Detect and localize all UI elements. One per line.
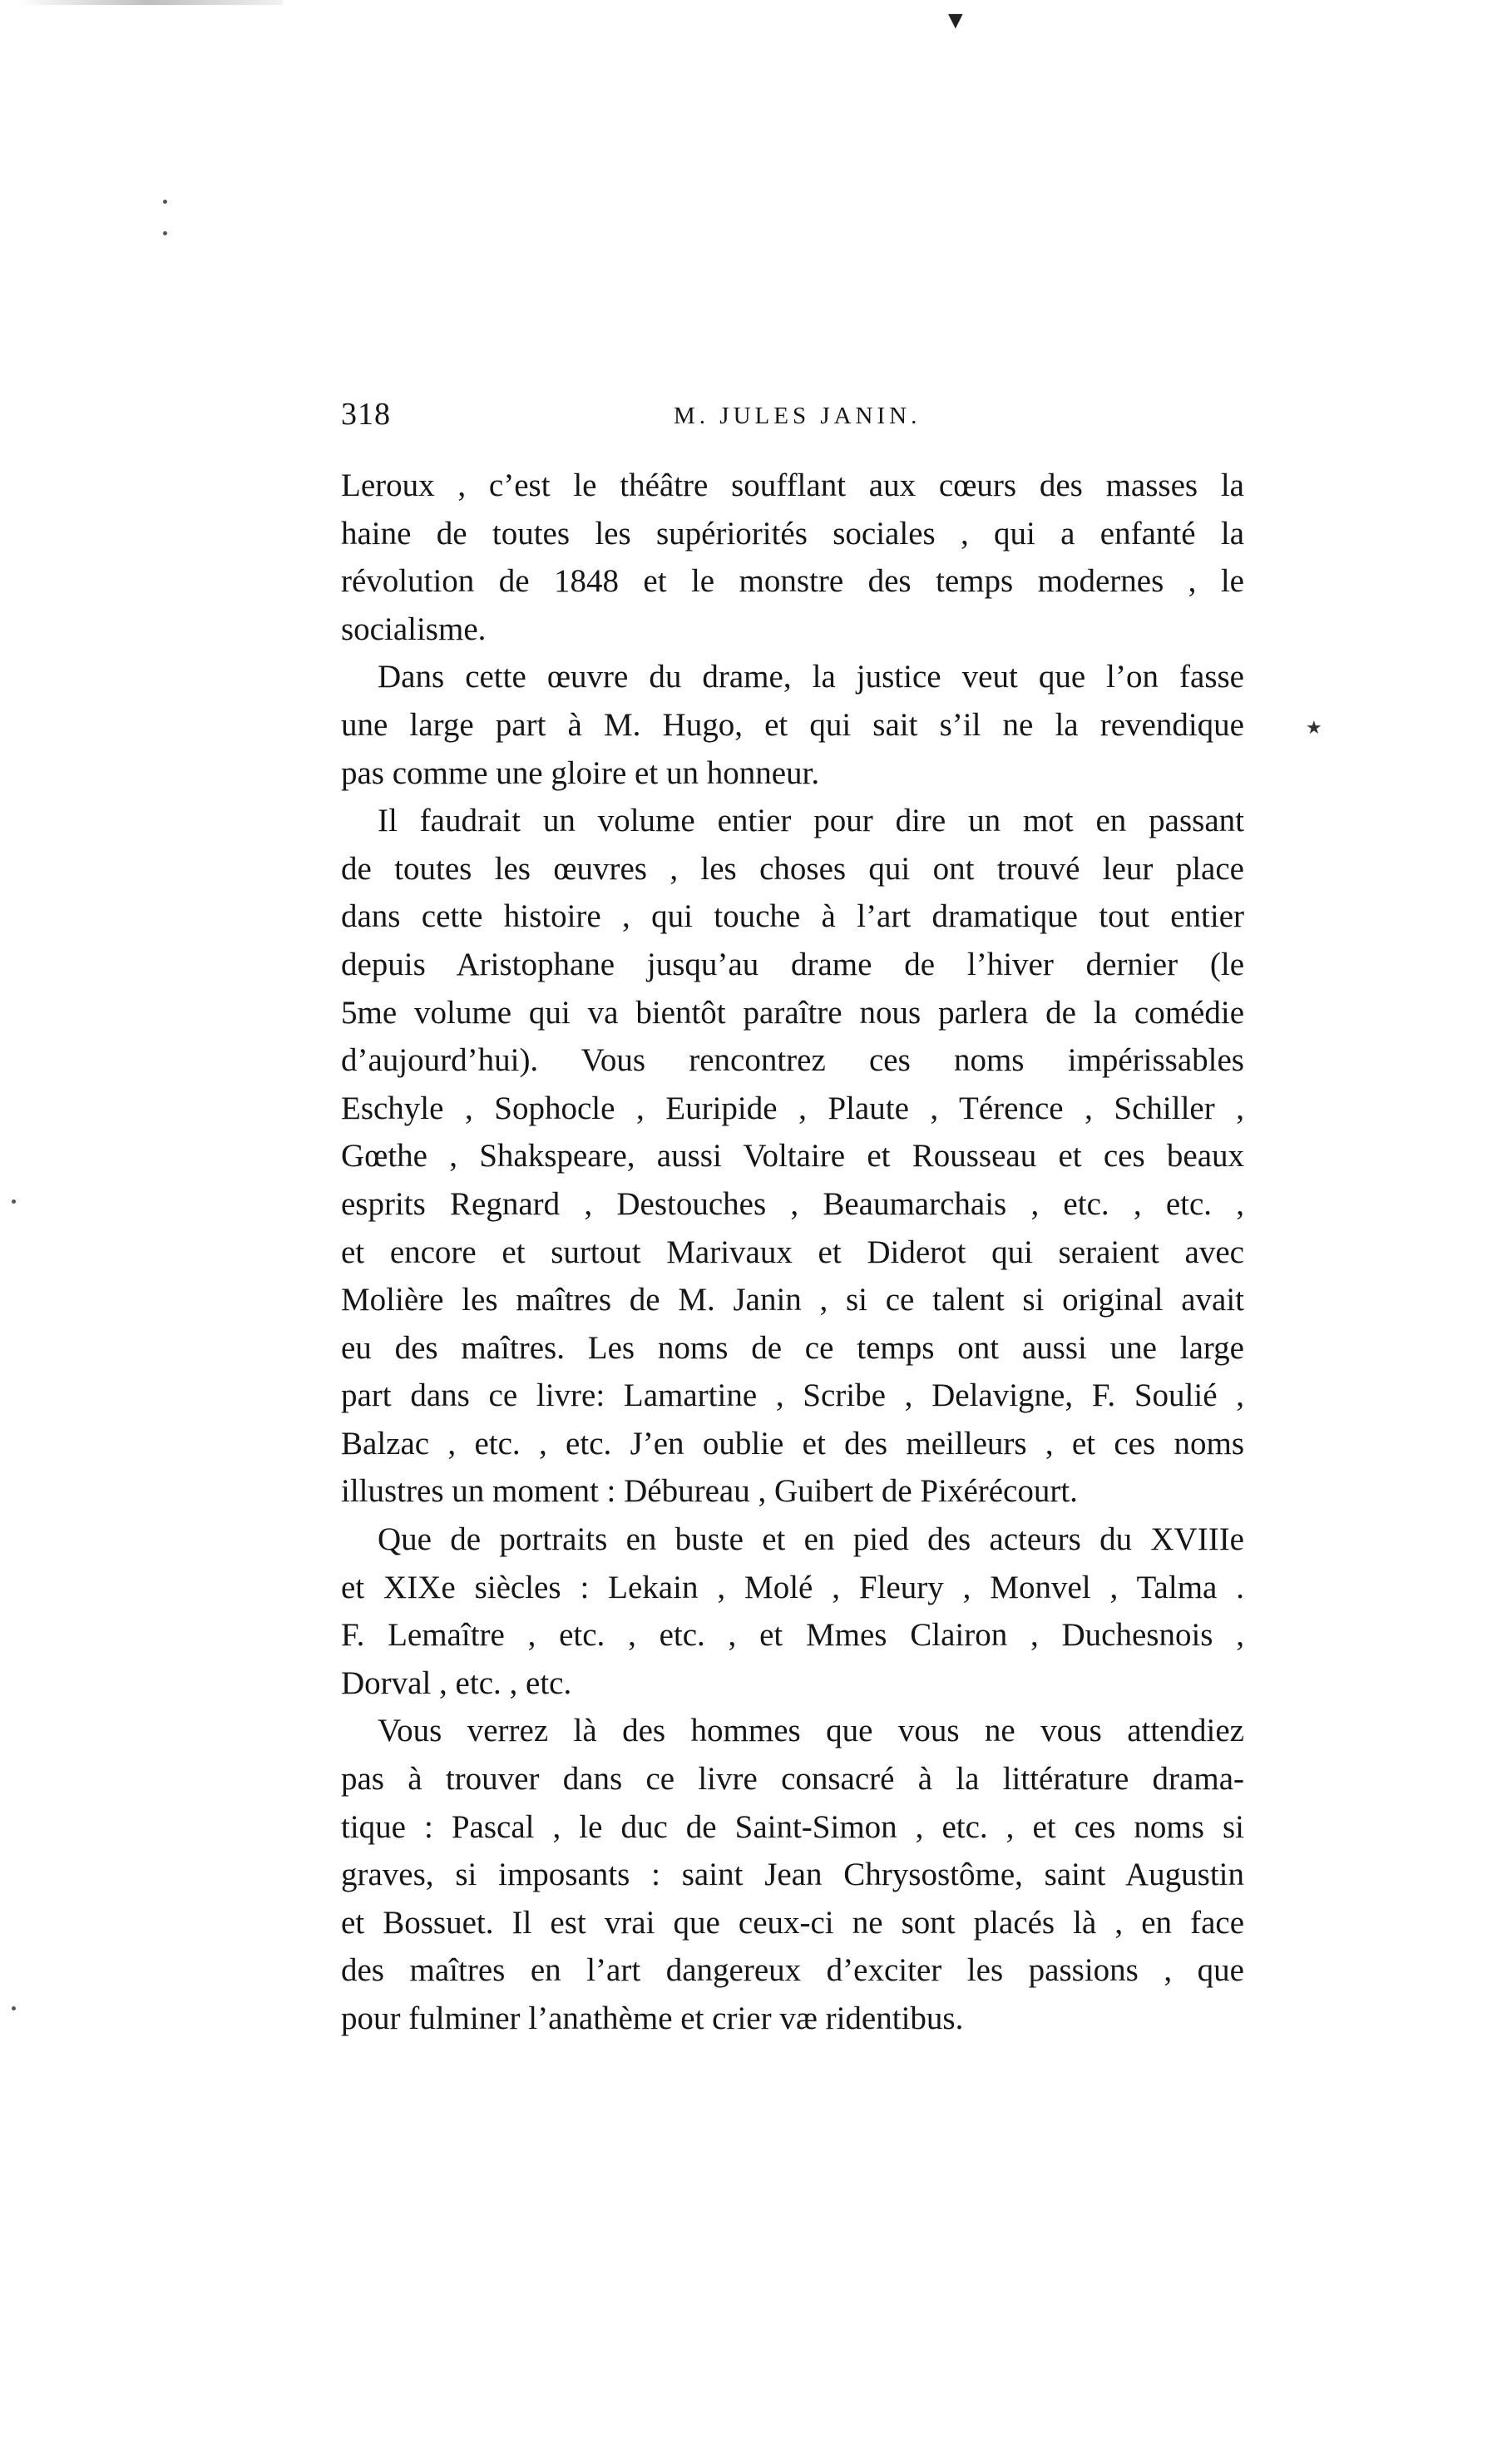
text-line: d’aujourd’hui). Vous rencontrez ces noms impérissables — [341, 1042, 1244, 1079]
text-line: des maîtres en l’art dangereux d’exciter les passions , que — [341, 1952, 1244, 1989]
text-line: Gœthe , Shakspeare, aussi Voltaire et Rousseau et ces beaux — [341, 1138, 1244, 1175]
text-line: eu des maîtres. Les noms de ce temps ont aussi une large — [341, 1329, 1244, 1366]
text-line: et Bossuet. Il est vrai que ceux-ci ne sont placés là , en face — [341, 1904, 1244, 1941]
text-line: esprits Regnard , Destouches , Beaumarchais , etc. , etc. , — [341, 1185, 1244, 1222]
text-line: Dans cette œuvre du drame, la justice veut que l’on fasse — [378, 659, 1244, 695]
text-line: illustres un moment : Débureau , Guibert de Pixérécourt. — [341, 1473, 1078, 1510]
text-line: pas comme une gloire et un honneur. — [341, 754, 820, 791]
text-line: socialisme. — [341, 611, 487, 647]
text-line: dans cette histoire , qui touche à l’art dramatique tout entier — [341, 898, 1244, 935]
scan-speck — [12, 2006, 16, 2010]
text-line: Dorval , etc. , etc. — [341, 1664, 572, 1701]
text-line: une large part à M. Hugo, et qui sait s’il ne la revendique — [341, 706, 1244, 743]
body-text — [341, 462, 1244, 2043]
text-line: pour fulminer l’anathème et crier væ ridentibus. — [341, 2000, 964, 2036]
text-line: graves, si imposants : saint Jean Chrysostôme, saint Augustin — [341, 1857, 1244, 1893]
text-line: haine de toutes les supériorités sociales , qui a enfanté la — [341, 515, 1244, 551]
text-line: depuis Aristophane jusqu’au drame de l’hiver dernier (le — [341, 946, 1244, 982]
margin-mark-icon: ★ — [1306, 717, 1322, 738]
text-line: et XIXe siècles : Lekain , Molé , Fleury , Monvel , Talma . — [341, 1569, 1244, 1605]
text-line: de toutes les œuvres , les choses qui ont trouvé leur place — [341, 850, 1244, 887]
printer-mark-icon: ▼ — [943, 7, 968, 34]
text-line: Vous verrez là des hommes que vous ne vous attendiez — [378, 1713, 1244, 1749]
text-line: Que de portraits en buste et en pied des acteurs du XVIIIe — [378, 1521, 1244, 1558]
text-line: Il faudrait un volume entier pour dire un mot en passant — [378, 803, 1244, 839]
text-line: Balzac , etc. , etc. J’en oublie et des meilleurs , et ces noms — [341, 1425, 1244, 1461]
text-line: Leroux , c’est le théâtre soufflant aux cœurs des masses la — [341, 467, 1244, 503]
scan-edge-shadow — [17, 0, 283, 5]
text-line: pas à trouver dans ce livre consacré à la littérature drama- — [341, 1761, 1244, 1798]
text-line: révolution de 1848 et le monstre des temps modernes , le — [341, 563, 1244, 600]
scan-speck — [163, 200, 167, 204]
text-line: 5me volume qui va bientôt paraître nous parlera de la comédie — [341, 994, 1244, 1031]
scan-speck — [12, 1199, 16, 1204]
text-line: F. Lemaître , etc. , etc. , et Mmes Clairon , Duchesnois , — [341, 1617, 1244, 1654]
text-line: Eschyle , Sophocle , Euripide , Plaute , Térence , Schiller , — [341, 1090, 1244, 1126]
text-line: et encore et surtout Marivaux et Diderot qui seraient avec — [341, 1234, 1244, 1270]
page-number: 318 — [341, 397, 391, 432]
scan-speck — [163, 231, 167, 235]
text-line: Molière les maîtres de M. Janin , si ce talent si original avait — [341, 1282, 1244, 1318]
text-line: tique : Pascal , le duc de Saint-Simon , etc. , et ces noms si — [341, 1808, 1244, 1845]
text-line: part dans ce livre: Lamartine , Scribe , Delavigne, F. Soulié , — [341, 1377, 1244, 1414]
running-head: M. JULES JANIN. — [674, 403, 922, 429]
page-header — [341, 396, 1239, 438]
